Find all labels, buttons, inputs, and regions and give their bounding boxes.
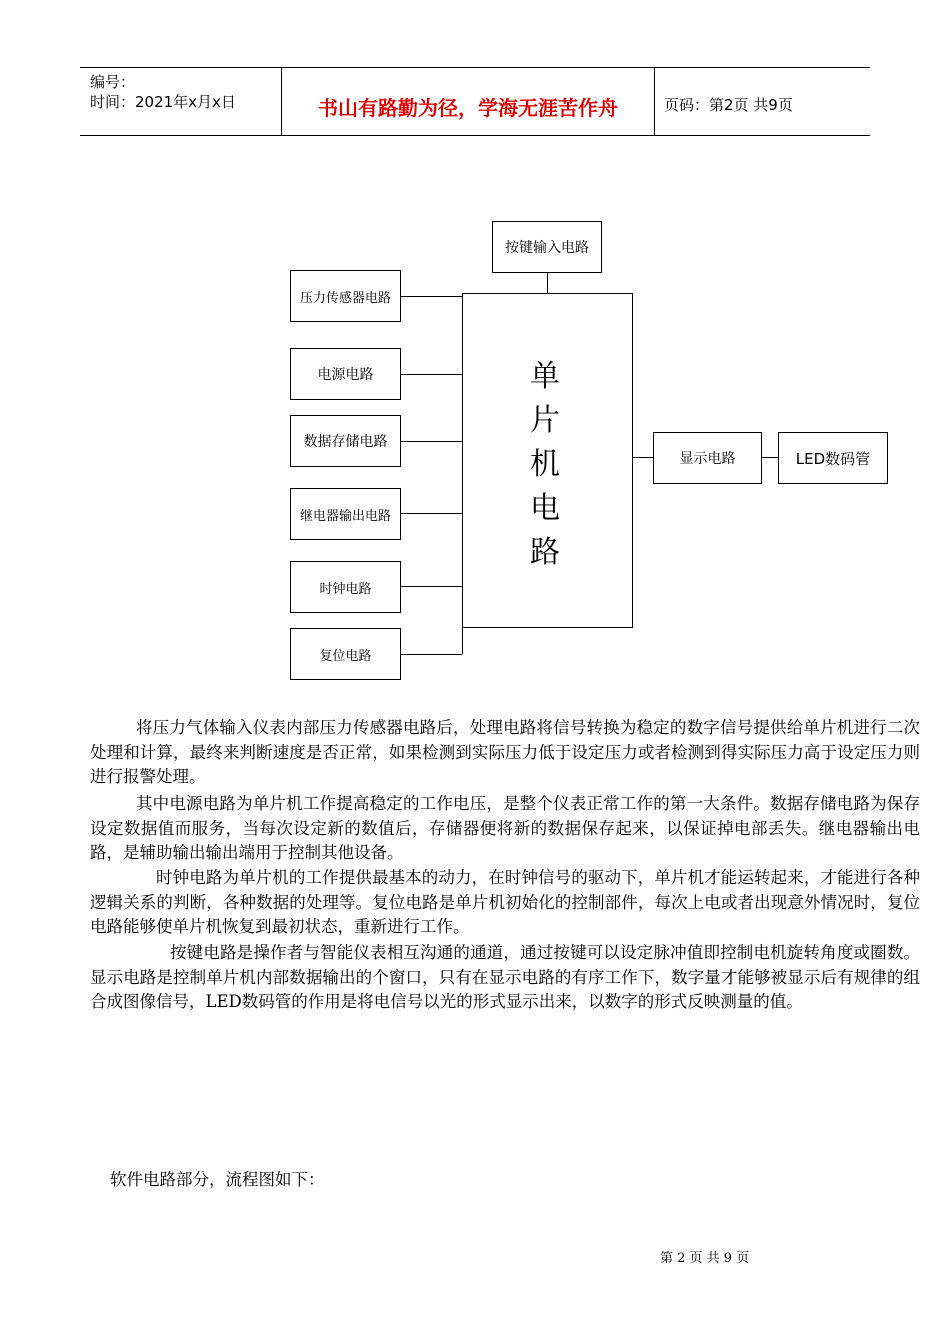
header-motto: 书山有路勤为径，学海无涯苦作舟 (318, 96, 618, 120)
data-storage-block: 数据存储电路 (290, 415, 401, 467)
mcu-char: 片 (530, 403, 560, 438)
page-footer: 第 2 页 共 9 页 (660, 1251, 750, 1266)
pressure-sensor-block: 压力传感器电路 (290, 270, 401, 322)
mcu-char: 单 (530, 359, 560, 394)
led-display-block: LED数码管 (778, 432, 888, 484)
power-supply-block: 电源电路 (290, 348, 401, 400)
paragraph-pressure-input: 将压力气体输入仪表内部压力传感器电路后，处理电路将信号转换为稳定的数字信号提供给单片机进行二次处理和计算，最终来判断速度是否正常，如果检测到实际压力低于设定压力或者检测到得实际压力高于设定压力则进行报警处理。 (90, 718, 920, 786)
doc-date-label: 时间：2021年x月x日 (90, 93, 236, 111)
relay-output-block: 继电器输出电路 (290, 488, 401, 540)
software-section-intro: 软件电路部分，流程图如下： (110, 1170, 325, 1189)
mcu-char: 路 (530, 535, 560, 570)
doc-number-label: 编号： (90, 73, 136, 91)
mcu-char: 电 (530, 491, 560, 526)
paragraph-keys-display: 按键电路是操作者与智能仪表相互沟通的通道，通过按键可以设定脉冲值即控制电机旋转角度或圈数。显示电路是控制单片机内部数据输出的个窗口，只有在显示电路的有序工作下，数字量才能够被显示后有规律的组合成图像信号，LED数码管的作用是将电信号以光的形式显示出来，以数字的形式反映测量的值。 (90, 943, 920, 1011)
reset-block: 复位电路 (290, 628, 401, 680)
paragraph-clock-reset: 时钟电路为单片机的工作提供最基本的动力，在时钟信号的驱动下，单片机才能运转起来，才能进行各种逻辑关系的判断，各种数据的处理等。复位电路是单片机初始化的控制部件，每次上电或者出现意外情况时，复位电路能够使单片机恢复到最初状态，重新进行工作。 (90, 868, 920, 936)
mcu-char: 机 (530, 447, 560, 482)
key-input-block: 按键输入电路 (492, 221, 602, 273)
header-page-number: 页码：第2页 共9页 (664, 96, 793, 114)
clock-block: 时钟电路 (290, 561, 401, 613)
paragraph-power-storage: 其中电源电路为单片机工作提高稳定的工作电压，是整个仪表正常工作的第一大条件。数据存储电路为保存设定数据值而服务，当每次设定新的数值后，存储器便将新的数据保存起来，以保证掉电部丢失。继电器输出电路，是辅助输出输出端用于控制其他设备。 (90, 794, 920, 862)
mcu-block-label (522, 355, 568, 575)
display-block: 显示电路 (653, 432, 762, 484)
